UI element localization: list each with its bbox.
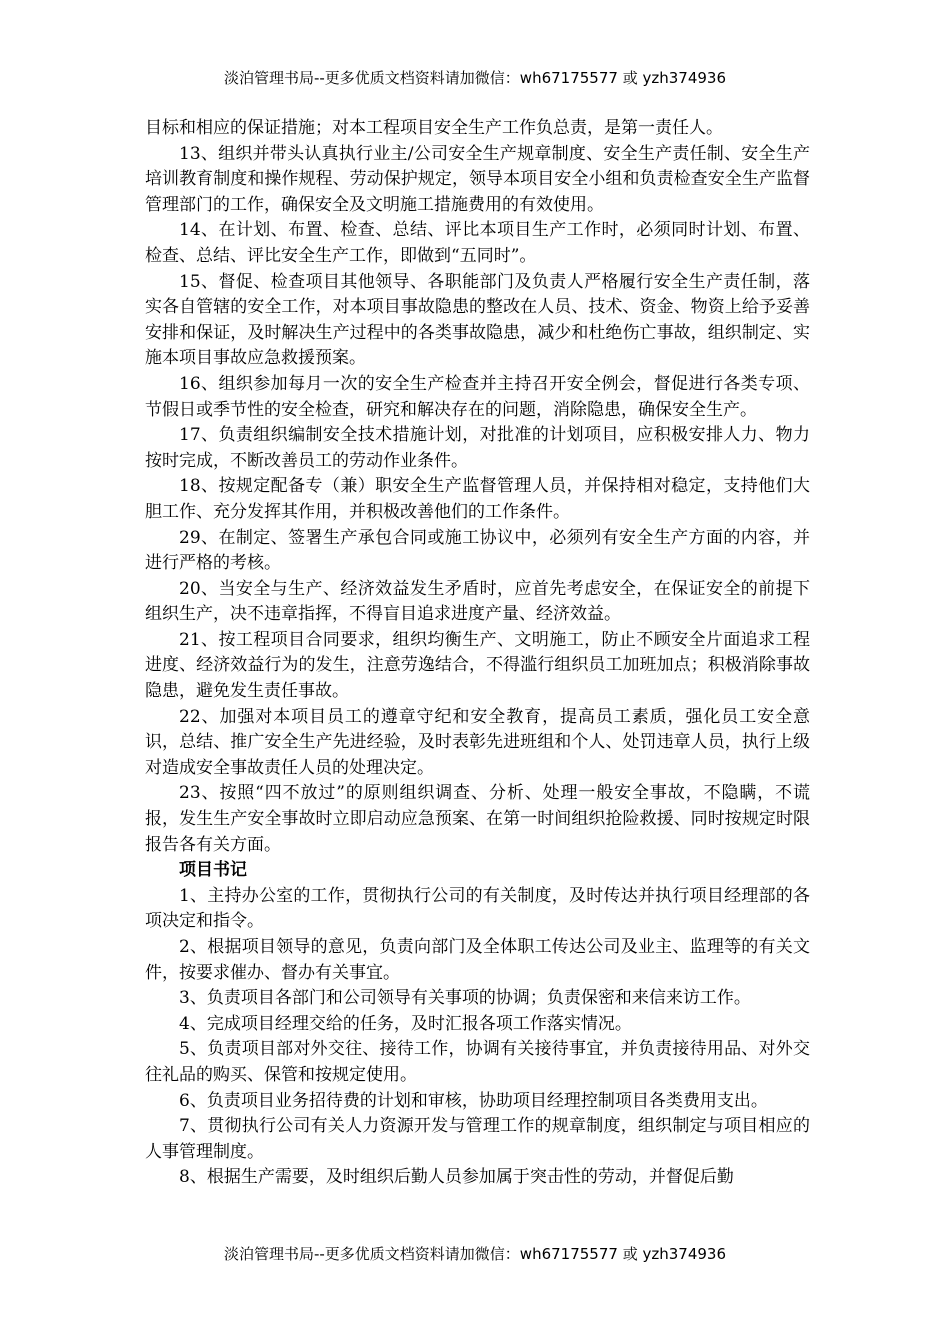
secretary-item-3: 3、负责项目各部门和公司领导有关事项的协调；负责保密和来信来访工作。	[179, 988, 751, 1009]
secretary-item-1: 1、主持办公室的工作，贯彻执行公司的有关制度，及时传达并执行项目经理部的各项决定和指令。	[145, 885, 810, 932]
secretary-item-6: 6、负责项目业务招待费的计划和审核，协助项目经理控制项目各类费用支出。	[179, 1090, 768, 1111]
paragraph-item-17: 17、负责组织编制安全技术措施计划，对批准的计划项目，应积极安排人力、物力按时完成，不断改善员工的劳动作业条件。	[145, 425, 810, 471]
secretary-item-2: 2、根据项目领导的意见，负责向部门及全体职工传达公司及业主、监理等的有关文件，按要求催办、督办有关事宜。	[145, 937, 810, 983]
document-body	[145, 116, 810, 1191]
paragraph-item-21: 21、按工程项目合同要求，组织均衡生产、文明施工，防止不顾安全片面追求工程进度、经济效益行为的发生，注意劳逸结合，不得滥行组织员工加班加点；积极消除事故隐患，避免发生责任事故。	[145, 629, 810, 702]
paragraph-item-23: 23、按照“四不放过”的原则组织调查、分析、处理一般安全事故，不隐瞒，不谎报，发生生产安全事故时立即启动应急预案、在第一时间组织抢险救援、同时按规定时限报告各有关方面。	[145, 783, 810, 855]
continuation-paragraph: 目标和相应的保证措施；对本工程项目安全生产工作负总责，是第一责任人。	[145, 118, 723, 138]
secretary-item-4: 4、完成项目经理交给的任务，及时汇报各项工作落实情况。	[179, 1013, 632, 1034]
paragraph-item-20: 20、当安全与生产、经济效益发生矛盾时，应首先考虑安全，在保证安全的前提下组织生产，决不违章指挥，不得盲目追求进度产量、经济效益。	[145, 578, 810, 625]
section-heading: 项目书记	[179, 860, 247, 881]
page-footer: 淡泊管理书局--更多优质文档资料请加微信：wh67175577 或 yzh374936	[223, 1245, 726, 1263]
secretary-item-7: 7、贯彻执行公司有关人力资源开发与管理工作的规章制度，组织制定与项目相应的人事管理制度。	[145, 1116, 810, 1162]
secretary-item-8: 8、根据生产需要，及时组织后勤人员参加属于突击性的劳动，并督促后勤	[179, 1167, 734, 1188]
paragraph-item-18: 18、按规定配备专（兼）职安全生产监督管理人员，并保持相对稳定，支持他们大胆工作、充分发挥其作用，并积极改善他们的工作条件。	[145, 476, 810, 522]
paragraph-item-14: 14、在计划、布置、检查、总结、评比本项目生产工作时，必须同时计划、布置、检查、总结、评比安全生产工作，即做到“五同时”。	[145, 220, 810, 266]
paragraph-item-15: 15、督促、检查项目其他领导、各职能部门及负责人严格履行安全生产责任制，落实各自管辖的安全工作，对本项目事故隐患的整改在人员、技术、资金、物资上给予妥善安排和保证，及时解决生产过程中的各类事故隐患，减少和杜绝伤亡事故，组织制定、实施本项目事故应急救援预案。	[145, 271, 810, 369]
secretary-item-5: 5、负责项目部对外交往、接待工作，协调有关接待事宜，并负责接待用品、对外交往礼品的购买、保管和按规定使用。	[145, 1039, 810, 1085]
paragraph-item-13: 13、组织并带头认真执行业主/公司安全生产规章制度、安全生产责任制、安全生产培训教育制度和操作规程、劳动保护规定，领导本项目安全小组和负责检查安全生产监督管理部门的工作，确保安全及文明施工措施费用的有效使用。	[145, 143, 810, 215]
paragraph-item-16: 16、组织参加每月一次的安全生产检查并主持召开安全例会，督促进行各类专项、节假日或季节性的安全检查，研究和解决存在的问题，消除隐患，确保安全生产。	[145, 373, 810, 420]
paragraph-item-29: 29、在制定、签署生产承包合同或施工协议中，必须列有安全生产方面的内容，并进行严格的考核。	[145, 527, 810, 574]
paragraph-item-22: 22、加强对本项目员工的遵章守纪和安全教育，提高员工素质，强化员工安全意识，总结、推广安全生产先进经验，及时表彰先进班组和个人、处罚违章人员，执行上级对造成安全事故责任人员的处理决定。	[145, 706, 810, 778]
page-header: 淡泊管理书局--更多优质文档资料请加微信：wh67175577 或 yzh374936	[223, 69, 726, 87]
